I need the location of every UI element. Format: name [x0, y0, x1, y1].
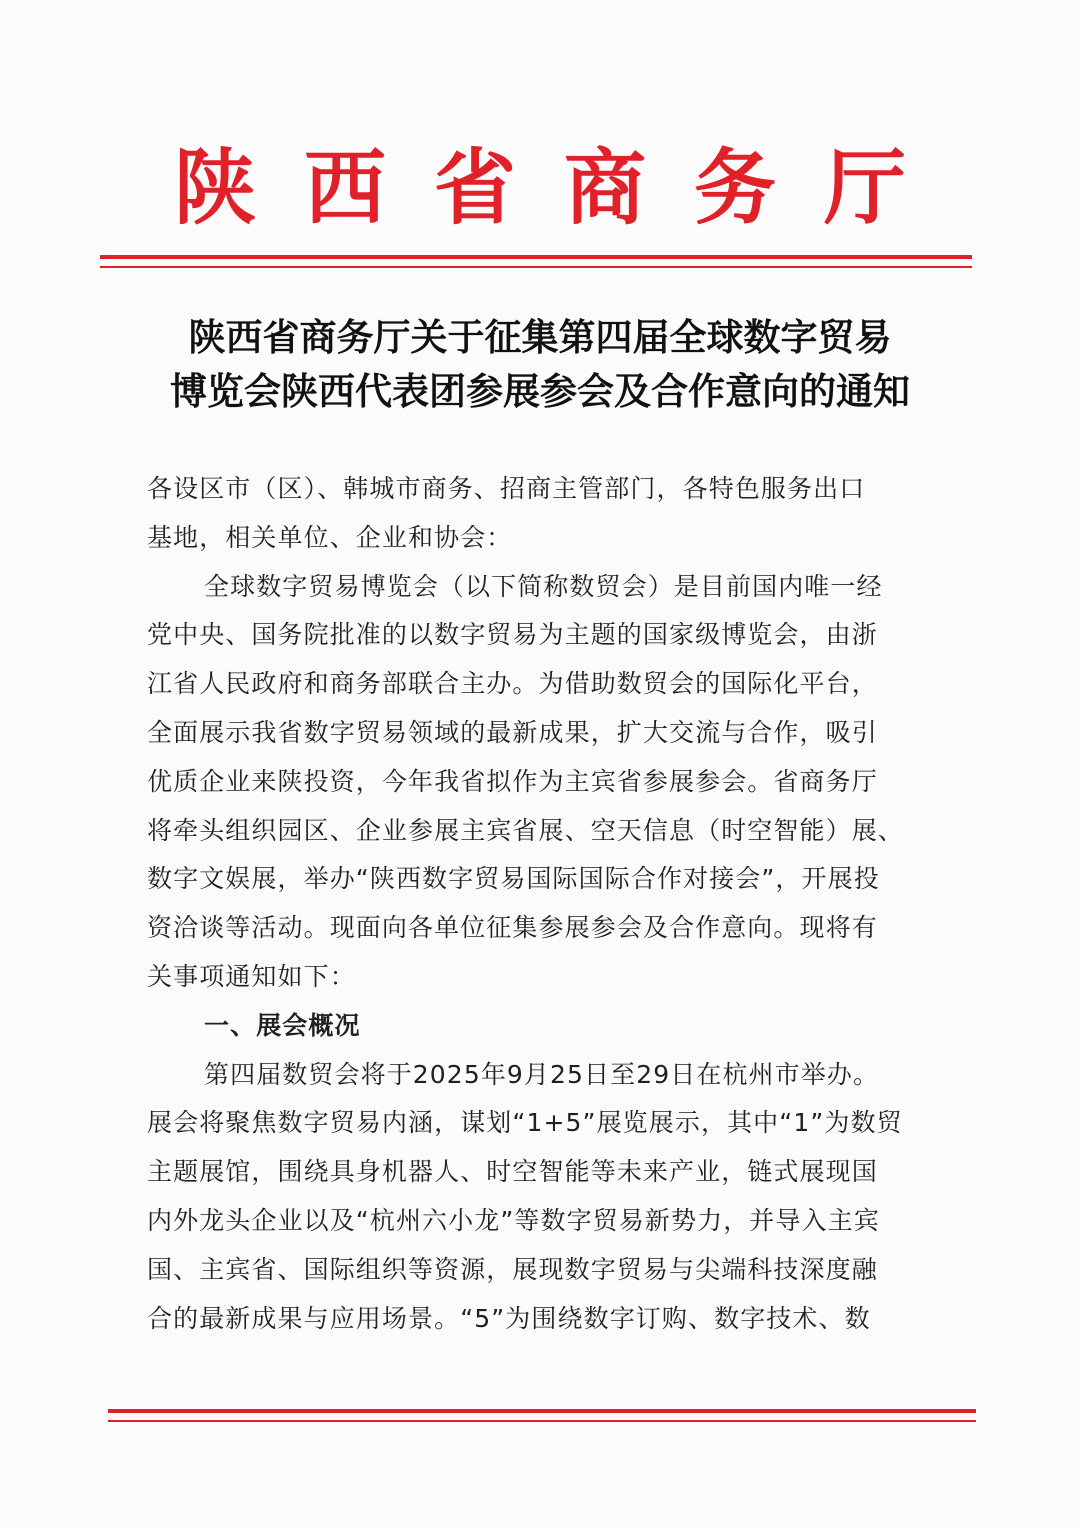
title-line-1: 陕西省商务厅关于征集第四届全球数字贸易: [188, 315, 892, 359]
paragraph-line: 江省人民政府和商务部联合主办。为借助数贸会的国际化平台，: [147, 669, 878, 699]
paragraph-line: 主题展馆，围绕具身机器人、时空智能等未来产业，链式展现国: [147, 1157, 878, 1187]
salutation-line: 基地，相关单位、企业和协会：: [147, 522, 513, 552]
paragraph-line: 全面展示我省数字贸易领域的最新成果，扩大交流与合作，吸引: [147, 717, 878, 747]
footer-rule-thin: [108, 1420, 976, 1422]
paragraph-line: 关事项通知如下：: [147, 961, 356, 991]
document-body: [147, 465, 947, 1343]
masthead-title: 陕西省商务厅: [173, 140, 954, 236]
masthead-rule-thin: [100, 266, 972, 268]
paragraph-line: 内外龙头企业以及“杭州六小龙”等数字贸易新势力，并导入主宾: [147, 1205, 880, 1235]
footer-rule-thick: [108, 1409, 976, 1413]
paragraph-line: 资洽谈等活动。现面向各单位征集参展参会及合作意向。现将有: [147, 913, 878, 943]
paragraph-line: 第四届数贸会将于2025年9月25日至29日在杭州市举办。: [204, 1059, 880, 1089]
salutation-line: 各设区市（区）、韩城市商务、招商主管部门，各特色服务出口: [147, 474, 866, 503]
paragraph-line: 优质企业来陕投资，今年我省拟作为主宾省参展参会。省商务厅: [147, 766, 878, 796]
document-title: [100, 310, 980, 418]
paragraph-line: 合的最新成果与应用场景。“5”为围绕数字订购、数字技术、数: [147, 1303, 871, 1333]
paragraph-line: 全球数字贸易博览会（以下简称数贸会）是目前国内唯一经: [204, 571, 883, 601]
paragraph-line: 国、主宾省、国际组织等资源，展现数字贸易与尖端科技深度融: [147, 1254, 878, 1284]
paragraph-line: 数字文娱展，举办“陕西数字贸易国际国际合作对接会”，开展投: [147, 864, 880, 894]
section-heading: 一、展会概况: [204, 1010, 361, 1040]
masthead-rule-thick: [100, 255, 972, 259]
title-line-2: 博览会陕西代表团参展参会及合作意向的通知: [170, 369, 910, 413]
paragraph-line: 党中央、国务院批准的以数字贸易为主题的国家级博览会，由浙: [147, 620, 878, 650]
paragraph-line: 展会将聚焦数字贸易内涵，谋划“1+5”展览展示，其中“1”为数贸: [147, 1108, 903, 1138]
paragraph-line: 将牵头组织园区、企业参展主宾省展、空天信息（时空智能）展、: [147, 815, 904, 845]
